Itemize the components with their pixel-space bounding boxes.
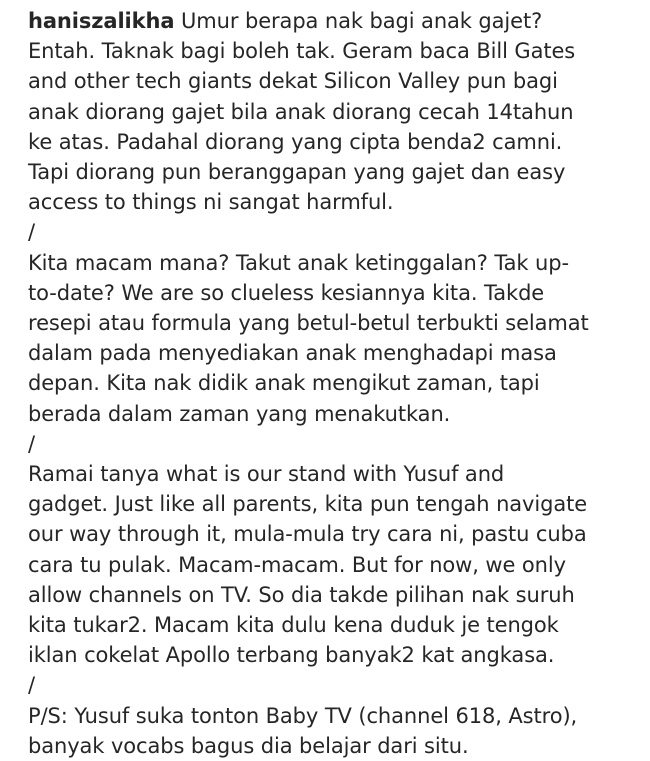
paragraph-separator: / (28, 220, 35, 245)
caption-line: iklan cokelat Apollo terbang banyak2 kat angkasa. (28, 643, 555, 668)
caption-line: our way through it, mula-mula try cara ni, pastu cuba (28, 522, 587, 547)
post-caption (28, 6, 638, 761)
caption-line: Kita macam mana? Takut anak ketinggalan? Tak up- (28, 250, 569, 275)
caption-line: berada dalam zaman yang menakutkan. (28, 401, 451, 426)
caption-line: gadget. Just like all parents, kita pun tengah navigate (28, 492, 588, 517)
paragraph-separator: / (28, 673, 35, 698)
caption-line: anak diorang gajet bila anak diorang cecah 14tahun (28, 99, 574, 124)
caption-line: P/S: Yusuf suka tonton Baby TV (channel 618, Astro), (28, 703, 578, 728)
caption-text: Umur berapa nak bagi anak gajet? (174, 9, 543, 33)
caption-line: Tapi diorang pun beranggapan yang gajet dan easy (28, 160, 566, 185)
username-link[interactable]: haniszalikha (28, 9, 175, 33)
caption-line: kita tukar2. Macam kita dulu kena duduk je tengok (28, 613, 559, 638)
caption-line: and other tech giants dekat Silicon Valley pun bagi (28, 69, 558, 94)
caption-line: to-date? We are so clueless kesiannya kita. Takde (28, 280, 545, 305)
caption-line: resepi atau formula yang betul-betul terbukti selamat (28, 311, 589, 336)
caption-line: allow channels on TV. So dia takde pilihan nak suruh (28, 582, 575, 607)
caption-line: depan. Kita nak didik anak mengikut zaman, tapi (28, 371, 540, 396)
caption-line: Ramai tanya what is our stand with Yusuf and (28, 462, 505, 487)
caption-line (28, 6, 638, 36)
caption-line: Entah. Taknak bagi boleh tak. Geram baca Bill Gates (28, 39, 576, 64)
caption-line: access to things ni sangat harmful. (28, 190, 394, 215)
caption-line: dalam pada menyediakan anak menghadapi masa (28, 341, 557, 366)
caption-line: banyak vocabs bagus dia belajar dari situ. (28, 733, 469, 758)
paragraph-separator: / (28, 431, 35, 456)
caption-line: cara tu pulak. Macam-macam. But for now, we only (28, 552, 566, 577)
caption-line: ke atas. Padahal diorang yang cipta benda2 camni. (28, 129, 563, 154)
